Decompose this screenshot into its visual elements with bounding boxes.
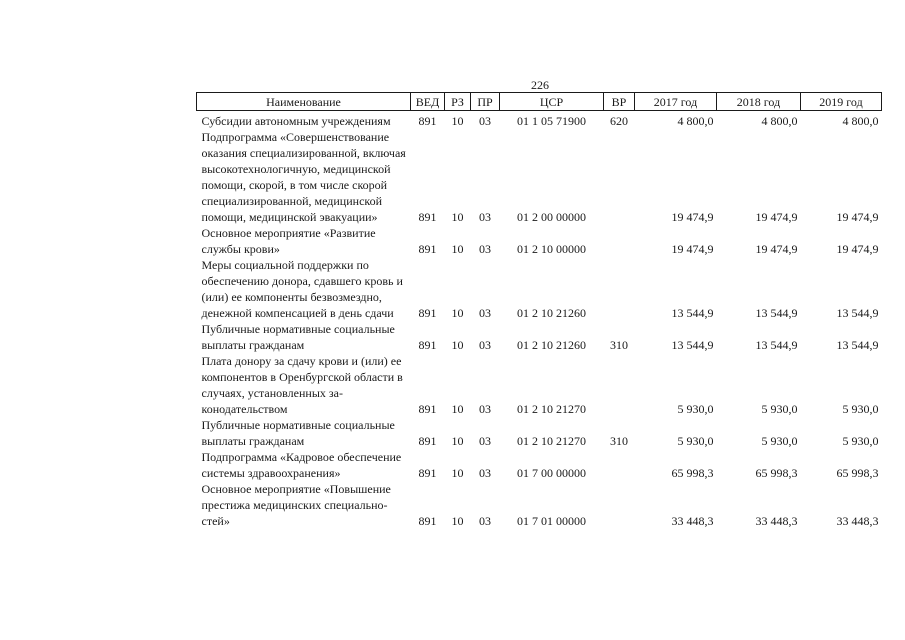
cell-vr: 310 bbox=[610, 434, 628, 448]
cell-rz: 10 bbox=[451, 114, 464, 128]
cell-vr: 620 bbox=[610, 114, 628, 128]
header-csr: ЦСР bbox=[500, 93, 604, 111]
cell-vr: 310 bbox=[610, 338, 628, 352]
table-row bbox=[197, 353, 882, 417]
cell-2018: 13 544,9 bbox=[755, 306, 798, 320]
page-number: 226 bbox=[531, 78, 549, 92]
table-row bbox=[197, 111, 882, 130]
cell-pr: 03 bbox=[479, 434, 491, 448]
cell-2018: 19 474,9 bbox=[755, 242, 798, 256]
cell-2017: 13 544,9 bbox=[671, 306, 714, 320]
cell-name: Субсидии автономным учреждениям bbox=[201, 114, 391, 128]
cell-rz: 10 bbox=[451, 434, 464, 448]
cell-2017: 65 998,3 bbox=[671, 466, 714, 480]
table-row bbox=[197, 321, 882, 353]
cell-csr: 01 7 01 00000 bbox=[517, 514, 586, 528]
cell-rz: 10 bbox=[451, 306, 464, 320]
cell-name: Публичные нормативные социальные выплаты гражданам bbox=[201, 418, 395, 448]
cell-ved: 891 bbox=[418, 514, 437, 528]
cell-2019: 4 800,0 bbox=[842, 114, 879, 128]
cell-rz: 10 bbox=[451, 210, 464, 224]
cell-2018: 5 930,0 bbox=[761, 402, 798, 416]
cell-csr: 01 2 10 21270 bbox=[517, 402, 586, 416]
cell-csr: 01 2 00 00000 bbox=[517, 210, 586, 224]
cell-2019: 33 448,3 bbox=[836, 514, 879, 528]
cell-vr bbox=[604, 129, 635, 225]
cell-pr: 03 bbox=[479, 114, 491, 128]
cell-2017: 5 930,0 bbox=[677, 434, 714, 448]
cell-vr bbox=[604, 481, 635, 529]
cell-pr: 03 bbox=[479, 210, 491, 224]
cell-vr bbox=[604, 225, 635, 257]
cell-rz: 10 bbox=[451, 242, 464, 256]
cell-pr: 03 bbox=[479, 306, 491, 320]
cell-rz: 10 bbox=[451, 338, 464, 352]
header-2017: 2017 год bbox=[635, 93, 717, 111]
cell-name: Основное мероприятие «Развитие службы крови» bbox=[201, 226, 376, 256]
cell-csr: 01 2 10 21260 bbox=[517, 306, 586, 320]
header-row bbox=[197, 93, 882, 111]
header-2019: 2019 год bbox=[801, 93, 882, 111]
table-row bbox=[197, 257, 882, 321]
header-ved: ВЕД bbox=[411, 93, 445, 111]
cell-2017: 4 800,0 bbox=[677, 114, 714, 128]
cell-pr: 03 bbox=[479, 338, 491, 352]
cell-2019: 65 998,3 bbox=[836, 466, 879, 480]
cell-rz: 10 bbox=[451, 514, 464, 528]
cell-ved: 891 bbox=[418, 242, 437, 256]
cell-2018: 5 930,0 bbox=[761, 434, 798, 448]
cell-rz: 10 bbox=[451, 402, 464, 416]
cell-2019: 13 544,9 bbox=[836, 338, 879, 352]
cell-csr: 01 7 00 00000 bbox=[517, 466, 586, 480]
cell-2017: 13 544,9 bbox=[671, 338, 714, 352]
cell-csr: 01 2 10 21260 bbox=[517, 338, 586, 352]
cell-2018: 19 474,9 bbox=[755, 210, 798, 224]
budget-table bbox=[196, 92, 882, 529]
cell-csr: 01 2 10 00000 bbox=[517, 242, 586, 256]
cell-name: Подпрограмма «Совершенствование оказания специализированной, включая высокотехнологичную, медицинской помощи, скорой, в том числе скорой специализированной, медицинской помощи, медицинской эвакуации» bbox=[201, 130, 406, 224]
cell-pr: 03 bbox=[479, 242, 491, 256]
cell-2019: 5 930,0 bbox=[842, 402, 879, 416]
cell-2018: 4 800,0 bbox=[761, 114, 798, 128]
table-row bbox=[197, 417, 882, 449]
cell-name: Основное мероприятие «Повышение престижа медицинских специальностей» bbox=[201, 482, 391, 528]
cell-name: Публичные нормативные социальные выплаты гражданам bbox=[201, 322, 395, 352]
cell-ved: 891 bbox=[418, 306, 437, 320]
cell-pr: 03 bbox=[479, 514, 491, 528]
header-vr: ВР bbox=[604, 93, 635, 111]
cell-2017: 33 448,3 bbox=[671, 514, 714, 528]
cell-vr bbox=[604, 257, 635, 321]
cell-2019: 19 474,9 bbox=[836, 242, 879, 256]
cell-pr: 03 bbox=[479, 402, 491, 416]
cell-ved: 891 bbox=[418, 114, 437, 128]
cell-2019: 19 474,9 bbox=[836, 210, 879, 224]
cell-2018: 33 448,3 bbox=[755, 514, 798, 528]
cell-2017: 19 474,9 bbox=[671, 242, 714, 256]
cell-ved: 891 bbox=[418, 402, 437, 416]
table-row bbox=[197, 481, 882, 529]
cell-vr bbox=[604, 353, 635, 417]
cell-ved: 891 bbox=[418, 466, 437, 480]
cell-pr: 03 bbox=[479, 466, 491, 480]
table-body bbox=[197, 111, 882, 530]
cell-name: Подпрограмма «Кадровое обеспечение системы здравоохранения» bbox=[201, 450, 402, 480]
cell-name: Меры социальной поддержки по обеспечению донора, сдавшего кровь и (или) ее компоненты безвозмездно, денежной компенсацией в день сдачи bbox=[201, 258, 403, 320]
cell-2018: 13 544,9 bbox=[755, 338, 798, 352]
cell-vr bbox=[604, 449, 635, 481]
cell-name: Плата донору за сдачу крови и (или) ее компонентов в Оренбургской области в случаях, установленных законодательством bbox=[201, 354, 403, 416]
cell-2019: 5 930,0 bbox=[842, 434, 879, 448]
table-row bbox=[197, 449, 882, 481]
cell-2017: 19 474,9 bbox=[671, 210, 714, 224]
header-2018: 2018 год bbox=[717, 93, 801, 111]
header-rz: РЗ bbox=[445, 93, 471, 111]
cell-csr: 01 2 10 21270 bbox=[517, 434, 586, 448]
cell-rz: 10 bbox=[451, 466, 464, 480]
header-name: Наименование bbox=[197, 93, 411, 111]
header-pr: ПР bbox=[471, 93, 500, 111]
table-row bbox=[197, 225, 882, 257]
cell-csr: 01 1 05 71900 bbox=[517, 114, 586, 128]
cell-2019: 13 544,9 bbox=[836, 306, 879, 320]
cell-2017: 5 930,0 bbox=[677, 402, 714, 416]
cell-ved: 891 bbox=[418, 338, 437, 352]
table-header bbox=[197, 93, 882, 111]
table-row bbox=[197, 129, 882, 225]
cell-2018: 65 998,3 bbox=[755, 466, 798, 480]
cell-ved: 891 bbox=[418, 434, 437, 448]
cell-ved: 891 bbox=[418, 210, 437, 224]
